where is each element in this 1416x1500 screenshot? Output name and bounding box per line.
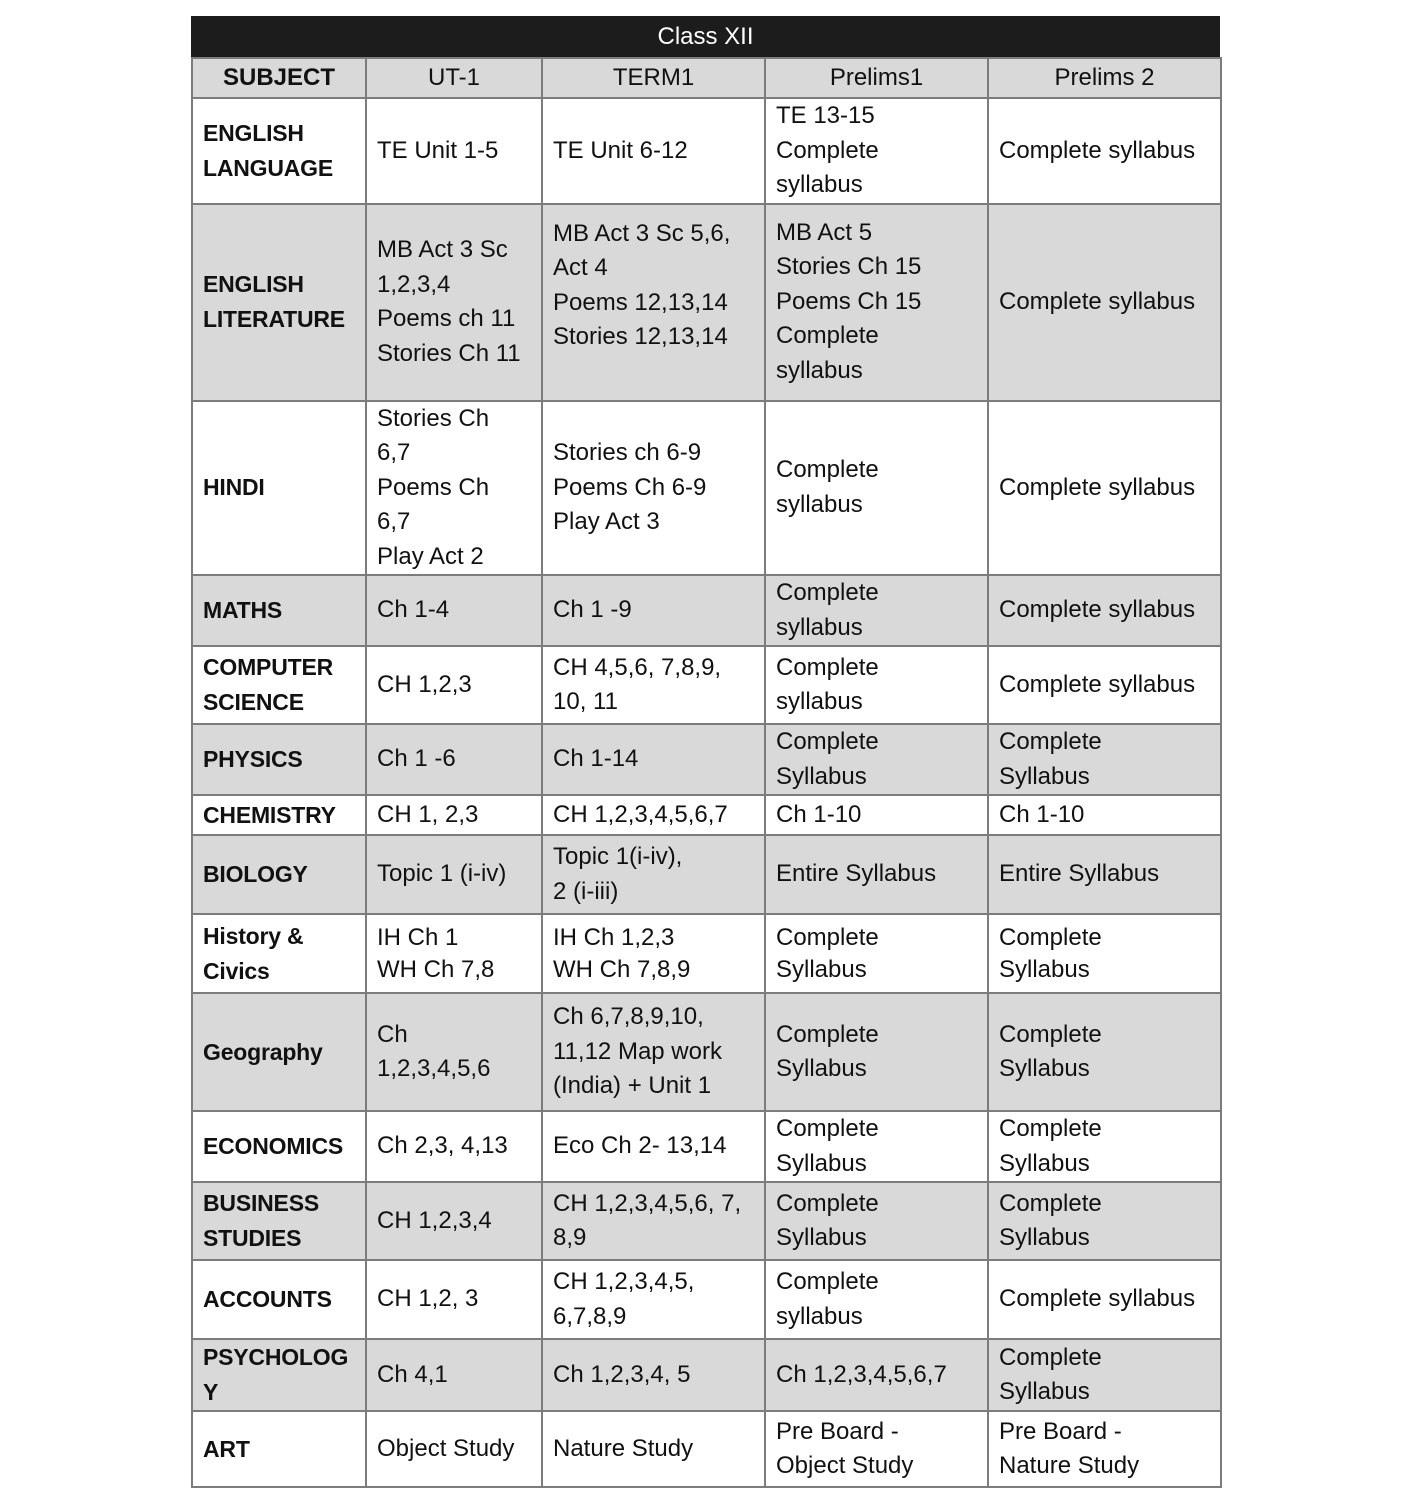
term1-cell: Ch 1-14 [542,724,765,795]
ut1-cell: IH Ch 1 WH Ch 7,8 [366,914,542,993]
ut1-cell: Topic 1 (i-iv) [366,835,542,914]
term1-cell: Eco Ch 2- 13,14 [542,1111,765,1182]
prelims2-cell: Complete syllabus [988,401,1221,576]
term1-cell: MB Act 3 Sc 5,6, Act 4 Poems 12,13,14 Stories 12,13,14 [542,204,765,401]
ut1-cell: Object Study [366,1411,542,1487]
prelims2-cell: Complete syllabus [988,646,1221,724]
table-row [192,98,1221,204]
term1-cell: IH Ch 1,2,3 WH Ch 7,8,9 [542,914,765,993]
term1-cell: CH 1,2,3,4,5,6, 7, 8,9 [542,1182,765,1260]
ut1-cell: CH 1, 2,3 [366,795,542,835]
table-row [192,575,1221,646]
prelims1-cell: Complete syllabus [765,575,988,646]
ut1-cell: Stories Ch 6,7 Poems Ch 6,7 Play Act 2 [366,401,542,576]
prelims1-cell: Complete syllabus [765,646,988,724]
term1-cell: Ch 1,2,3,4, 5 [542,1339,765,1411]
term1-cell: Nature Study [542,1411,765,1487]
table-row [192,1111,1221,1182]
ut1-cell: Ch 1-4 [366,575,542,646]
ut1-cell: CH 1,2, 3 [366,1260,542,1339]
ut1-cell: Ch 1 -6 [366,724,542,795]
term1-cell: Ch 6,7,8,9,10, 11,12 Map work (India) + Unit 1 [542,993,765,1111]
column-header-term1: TERM1 [542,58,765,98]
table-row [192,724,1221,795]
prelims1-cell: Pre Board - Object Study [765,1411,988,1487]
prelims1-cell: Ch 1,2,3,4,5,6,7 [765,1339,988,1411]
prelims1-cell: Entire Syllabus [765,835,988,914]
subject-cell: PSYCHOLOG Y [192,1339,366,1411]
ut1-cell: Ch 1,2,3,4,5,6 [366,993,542,1111]
column-header-prelims2: Prelims 2 [988,58,1221,98]
subject-cell: ENGLISH LANGUAGE [192,98,366,204]
table-row [192,1339,1221,1411]
prelims2-cell: Complete Syllabus [988,724,1221,795]
prelims2-cell: Complete Syllabus [988,993,1221,1111]
prelims1-cell: Complete Syllabus [765,1182,988,1260]
table-row [192,993,1221,1111]
subject-cell: PHYSICS [192,724,366,795]
prelims2-cell: Complete syllabus [988,1260,1221,1339]
table-row [192,401,1221,576]
header-row [192,58,1221,98]
prelims2-cell: Complete syllabus [988,98,1221,204]
subject-cell: HINDI [192,401,366,576]
subject-cell: History & Civics [192,914,366,993]
prelims2-cell: Complete syllabus [988,575,1221,646]
subject-cell: COMPUTER SCIENCE [192,646,366,724]
prelims1-cell: TE 13-15 Complete syllabus [765,98,988,204]
prelims2-cell: Complete syllabus [988,204,1221,401]
prelims2-cell: Entire Syllabus [988,835,1221,914]
table-row [192,1260,1221,1339]
prelims1-cell: Complete Syllabus [765,724,988,795]
subject-cell: CHEMISTRY [192,795,366,835]
table-row [192,795,1221,835]
syllabus-document [191,16,1220,1488]
ut1-cell: CH 1,2,3 [366,646,542,724]
prelims2-cell: Ch 1-10 [988,795,1221,835]
table-row [192,914,1221,993]
table-row [192,1182,1221,1260]
prelims1-cell: Complete Syllabus [765,1111,988,1182]
subject-cell: Geography [192,993,366,1111]
term1-cell: CH 4,5,6, 7,8,9, 10, 11 [542,646,765,724]
table-row [192,646,1221,724]
column-header-ut1: UT-1 [366,58,542,98]
column-header-prelims1: Prelims1 [765,58,988,98]
prelims1-cell: Complete Syllabus [765,914,988,993]
table-row [192,835,1221,914]
subject-cell: MATHS [192,575,366,646]
subject-cell: BIOLOGY [192,835,366,914]
ut1-cell: TE Unit 1-5 [366,98,542,204]
term1-cell: Ch 1 -9 [542,575,765,646]
prelims1-cell: MB Act 5 Stories Ch 15 Poems Ch 15 Complete syllabus [765,204,988,401]
term1-cell: CH 1,2,3,4,5,6,7 [542,795,765,835]
prelims2-cell: Pre Board - Nature Study [988,1411,1221,1487]
term1-cell: TE Unit 6-12 [542,98,765,204]
prelims2-cell: Complete Syllabus [988,1111,1221,1182]
prelims1-cell: Complete syllabus [765,401,988,576]
ut1-cell: Ch 4,1 [366,1339,542,1411]
syllabus-table [191,57,1222,1488]
table-row [192,204,1221,401]
ut1-cell: MB Act 3 Sc 1,2,3,4 Poems ch 11 Stories Ch 11 [366,204,542,401]
term1-cell: Topic 1(i-iv), 2 (i-iii) [542,835,765,914]
subject-cell: ENGLISH LITERATURE [192,204,366,401]
ut1-cell: Ch 2,3, 4,13 [366,1111,542,1182]
prelims1-cell: Ch 1-10 [765,795,988,835]
prelims2-cell: Complete Syllabus [988,914,1221,993]
class-title-bar: Class XII [191,16,1220,57]
subject-cell: ACCOUNTS [192,1260,366,1339]
column-header-subject: SUBJECT [192,58,366,98]
table-row [192,1411,1221,1487]
prelims1-cell: Complete syllabus [765,1260,988,1339]
subject-cell: ART [192,1411,366,1487]
prelims2-cell: Complete Syllabus [988,1182,1221,1260]
prelims2-cell: Complete Syllabus [988,1339,1221,1411]
subject-cell: BUSINESS STUDIES [192,1182,366,1260]
term1-cell: CH 1,2,3,4,5, 6,7,8,9 [542,1260,765,1339]
prelims1-cell: Complete Syllabus [765,993,988,1111]
subject-cell: ECONOMICS [192,1111,366,1182]
ut1-cell: CH 1,2,3,4 [366,1182,542,1260]
term1-cell: Stories ch 6-9 Poems Ch 6-9 Play Act 3 [542,401,765,576]
